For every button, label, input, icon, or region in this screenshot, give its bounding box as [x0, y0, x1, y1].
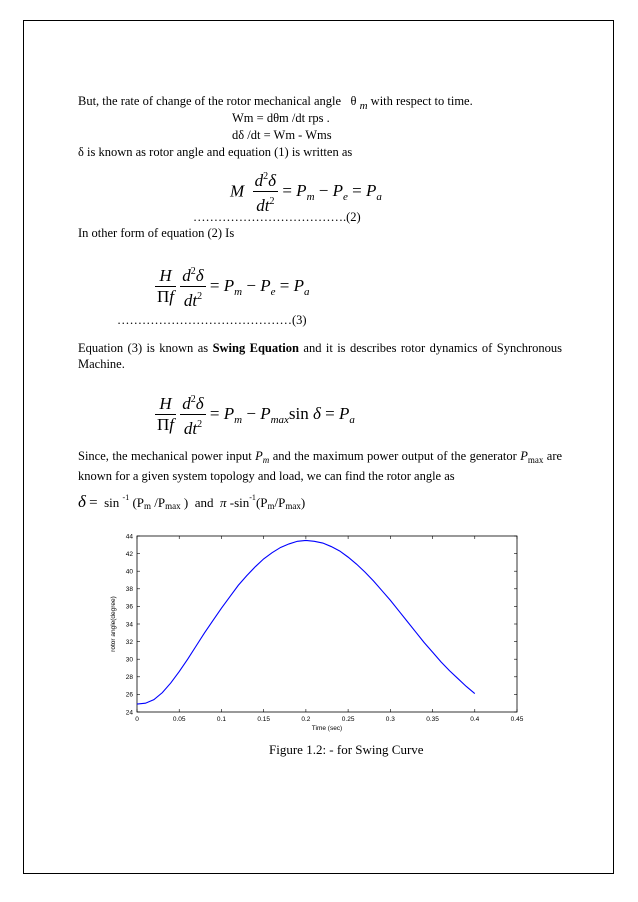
y-tick-label: 42	[125, 550, 133, 558]
equation-swing: $\frac{H}{\Pi f}$ $\frac{d^2\delta}{dt^2}$ = $P_m - P_{max}\sin$ $\delta = P_a$	[155, 390, 355, 439]
other-form-sentence: In other form of equation (2) Is	[78, 226, 235, 240]
theta-symbol: θ	[350, 94, 357, 108]
sentence-part: and it is describes rotor dynamics of Synchronous Machine.	[78, 341, 563, 371]
sentence-part: But, the rate of change of the rotor mechanical angle	[78, 94, 342, 108]
pmax-subscript: max	[527, 455, 544, 465]
rotor-angle-sentence: δ is known as rotor angle and equation (1) is written as	[78, 145, 353, 159]
since-sentence	[78, 448, 562, 484]
rotor-angle-formula: δ = sin $^{-1}$ (Pm /Pmax ) and π $-\sin^{-1}(Pm/Pmax)$	[78, 492, 306, 511]
y-tick-label: 32	[125, 638, 133, 646]
pmax-symbol: P	[520, 449, 528, 463]
x-tick-label: 0.4	[470, 716, 480, 723]
y-tick-label: 44	[125, 533, 133, 541]
ddelta-equation: dδ /dt = Wm - Wms	[232, 128, 332, 142]
swing-equation-term: Swing Equation	[212, 341, 299, 355]
fraction: $\frac{H}{\Pi f}$	[157, 266, 175, 306]
sentence-part: with respect to time.	[370, 94, 473, 108]
x-tick-label: 0.1	[216, 716, 226, 723]
equation-2: M $\frac{d^2\delta}{dt^2}$ = $P_m - P_e = P_a$	[230, 167, 382, 216]
equation-3-label: ……………………………………(3)	[117, 313, 307, 327]
fraction: $\frac{d^2\delta}{dt^2}$	[253, 167, 278, 216]
y-tick-label: 24	[125, 709, 133, 717]
pm-symbol: P	[255, 449, 263, 463]
plot-area-frame	[137, 536, 517, 712]
x-tick-label: 0.25	[341, 716, 355, 723]
x-axis-label: Time (sec)	[311, 725, 343, 732]
wm-equation: Wm = dθm /dt rps .	[232, 111, 330, 125]
y-axis-label: rotor angle(degree)	[110, 596, 117, 652]
equation-2-label: ……………………………….(2)	[193, 210, 361, 224]
pm-subscript: m	[262, 455, 270, 465]
sentence-part: are known for a given system topology and load, we can find the rotor angle as	[78, 449, 563, 483]
sentence-part: Since, the mechanical power input	[78, 449, 252, 463]
swing-curve-chart	[100, 528, 530, 740]
x-tick-label: 0.15	[257, 716, 270, 723]
y-tick-label: 30	[125, 656, 133, 664]
x-tick-label: 0.3	[385, 716, 395, 723]
sentence-part: and the maximum power output of the generator	[272, 449, 517, 463]
x-tick-label: 0.45	[510, 716, 524, 723]
swing-equation-sentence	[78, 340, 562, 372]
y-tick-label: 36	[125, 603, 133, 611]
fraction: $\frac{H}{\Pi f}$	[157, 394, 175, 434]
x-tick-label: 0	[135, 716, 139, 723]
y-tick-label: 28	[125, 674, 133, 682]
sentence-part: Equation (3) is known as	[78, 341, 209, 355]
x-tick-label: 0.05	[172, 716, 186, 723]
fraction: $\frac{d^2\delta}{dt^2}$	[180, 390, 205, 439]
fraction: $\frac{d^2\delta}{dt^2}$	[180, 262, 205, 311]
theta-subscript: m	[359, 100, 368, 112]
equation-3: $\frac{H}{\Pi f}$ $\frac{d^2\delta}{dt^2}$ = $P_m - P_e = P_a$	[155, 262, 309, 311]
figure-caption: Figure 1.2: - for Swing Curve	[269, 742, 424, 757]
x-tick-label: 0.2	[301, 716, 311, 723]
y-tick-label: 34	[125, 621, 133, 629]
y-tick-label: 40	[125, 568, 133, 576]
y-tick-label: 38	[125, 586, 133, 594]
x-tick-label: 0.35	[426, 716, 439, 723]
y-tick-label: 26	[125, 691, 133, 699]
